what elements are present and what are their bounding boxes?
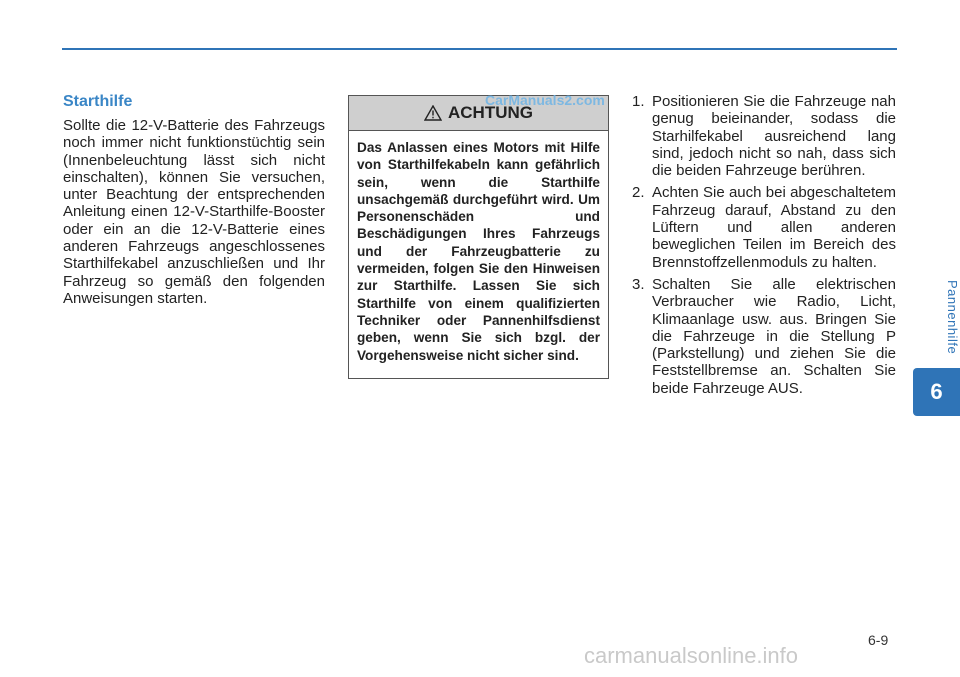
step-number: 2. xyxy=(632,184,645,202)
warning-box xyxy=(348,95,609,379)
intro-text: Sollte die 12-V-Batterie des Fahrzeugs noch immer nicht funktionstüchtig sein (Innenbeleuchtung lässt sich nicht einschalten), können Sie versuchen, unter Beachtung der entsprechenden Anleitung einen 12-V-Starthilfe-Booster oder ein an die 12-V-Batterie eines anderen Fahrzeugs angeschlossenes Starthilfekabel anzuschließen und Ihr Fahrzeug so gemäß den folgenden Anweisungen starten. xyxy=(63,117,325,307)
step-text: Schalten Sie alle elektrischen Verbraucher wie Radio, Licht, Klimaanlage usw. aus. Bringen Sie die Fahrzeuge in die Stellung P (Parkstellung) und ziehen Sie die Feststellbremse an. Schalten Sie beide Fahrzeuge AUS. xyxy=(652,275,896,397)
section-heading: Starthilfe xyxy=(63,93,133,110)
list-item xyxy=(632,276,896,397)
step-text: Positionieren Sie die Fahrzeuge nah genug beieinander, sodass die Starhilfekabel ausreichend lang sind, jedoch nicht so nah, dass sich die beiden Fahrzeuge berühren. xyxy=(652,93,896,180)
list-item xyxy=(632,93,896,179)
chapter-tab: 6 xyxy=(913,368,960,416)
footer-watermark: carmanualsonline.info xyxy=(584,643,799,668)
warning-text: Das Anlassen eines Motors mit Hilfe von Starthilfekabeln kann gefährlich sein, wenn die Starthilfe unsachgemäß durchgeführt wird. Um Personenschäden und Beschädigungen Ihres Fahrzeugs und der Fahrzeugbatterie zu vermeiden, folgen Sie den Hinweisen zur Starthilfe. Lassen Sie sich Starthilfe von einem qualifizierten Techniker oder Pannenhilfsdienst geben, wenn Sie sich bzgl. der Vorgehensweise nicht sicher sind. xyxy=(357,140,600,363)
step-number: 1. xyxy=(632,93,645,110)
warning-title: ACHTUNG xyxy=(448,103,533,122)
warning-triangle-icon xyxy=(424,105,442,121)
step-number: 3. xyxy=(632,275,645,293)
header-rule xyxy=(62,48,897,50)
intro-column xyxy=(63,93,325,307)
steps-list xyxy=(632,93,896,397)
chapter-side-label: Pannenhilfe xyxy=(945,280,960,355)
list-item xyxy=(632,184,896,270)
steps-column xyxy=(632,93,896,402)
page-number: 6-9 xyxy=(868,632,889,648)
watermark: CarManuals2.com xyxy=(485,92,605,108)
step-text: Achten Sie auch bei abgeschaltetem Fahrzeug darauf, Abstand zu den Lüftern und allen anderen beweglichen Teilen im Bereich des Brennstoffzellenmoduls zu halten. xyxy=(652,184,896,271)
